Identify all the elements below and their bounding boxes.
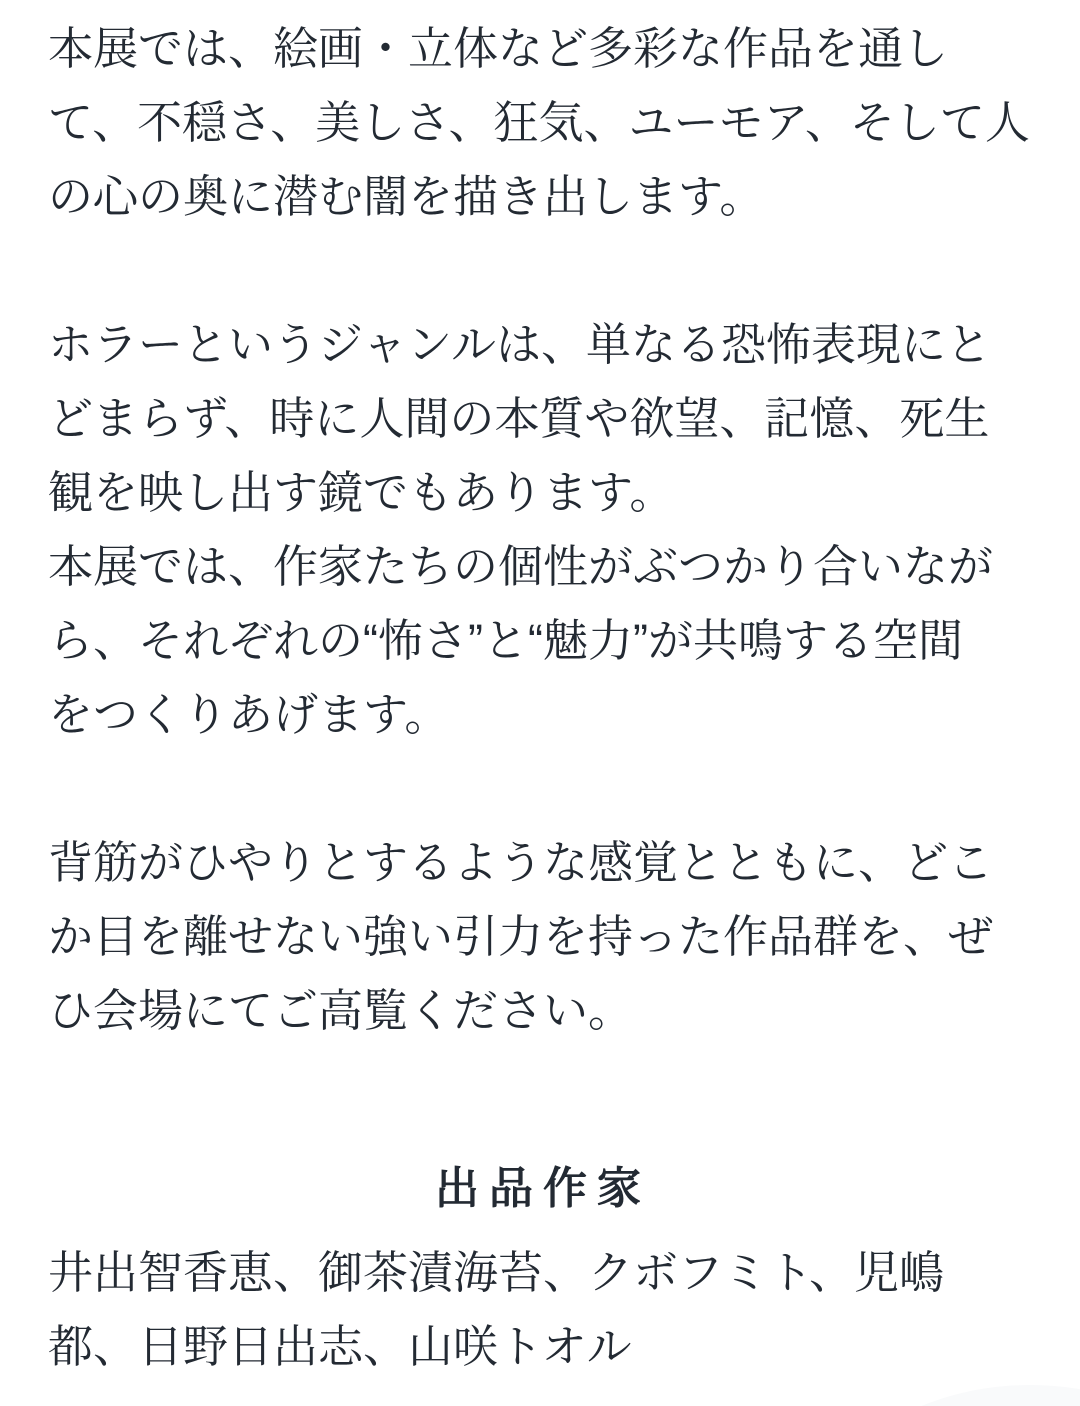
text-line: 本展では、絵画・立体など多彩な作品を通し: [48, 23, 949, 74]
intro-paragraph: [48, 12, 1038, 234]
text-line: の心の奥に潜む闇を描き出します。: [48, 171, 765, 222]
text-line: か目を離せない強い引力を持った作品群を、ぜ: [48, 911, 994, 962]
artists-heading: 出品作家: [435, 1164, 651, 1213]
text-line: 観を映し出す鏡でもあります。: [48, 467, 675, 518]
artist-names-line: 都、日野日出志、山咲トオル: [48, 1321, 632, 1372]
text-line: 本展では、作家たちの個性がぶつかり合いなが: [48, 541, 994, 592]
text-line: ひ会場にてご高覧ください。: [48, 985, 634, 1036]
artist-names-line: 井出智香恵、御茶漬海苔、クボフミト、児嶋: [48, 1247, 944, 1298]
exhibition-description: [48, 12, 1038, 1384]
text-line: をつくりあげます。: [48, 689, 450, 740]
text-line: どまらず、時に人間の本質や欲望、記憶、死生: [48, 393, 990, 444]
genre-paragraph: [48, 308, 1038, 752]
text-line: ら、それぞれの“怖さ”と“魅力”が共鳴する空間: [48, 615, 963, 666]
closing-paragraph: [48, 826, 1038, 1048]
text-line: て、不穏さ、美しさ、狂気、ユーモア、そして人: [48, 97, 1030, 148]
text-line: 背筋がひやりとするような感覚とともに、どこ: [48, 837, 994, 888]
artists-list: [48, 1236, 1038, 1384]
bottom-right-decoration: [795, 1385, 1080, 1406]
text-line: ホラーというジャンルは、単なる恐怖表現にと: [48, 319, 991, 370]
